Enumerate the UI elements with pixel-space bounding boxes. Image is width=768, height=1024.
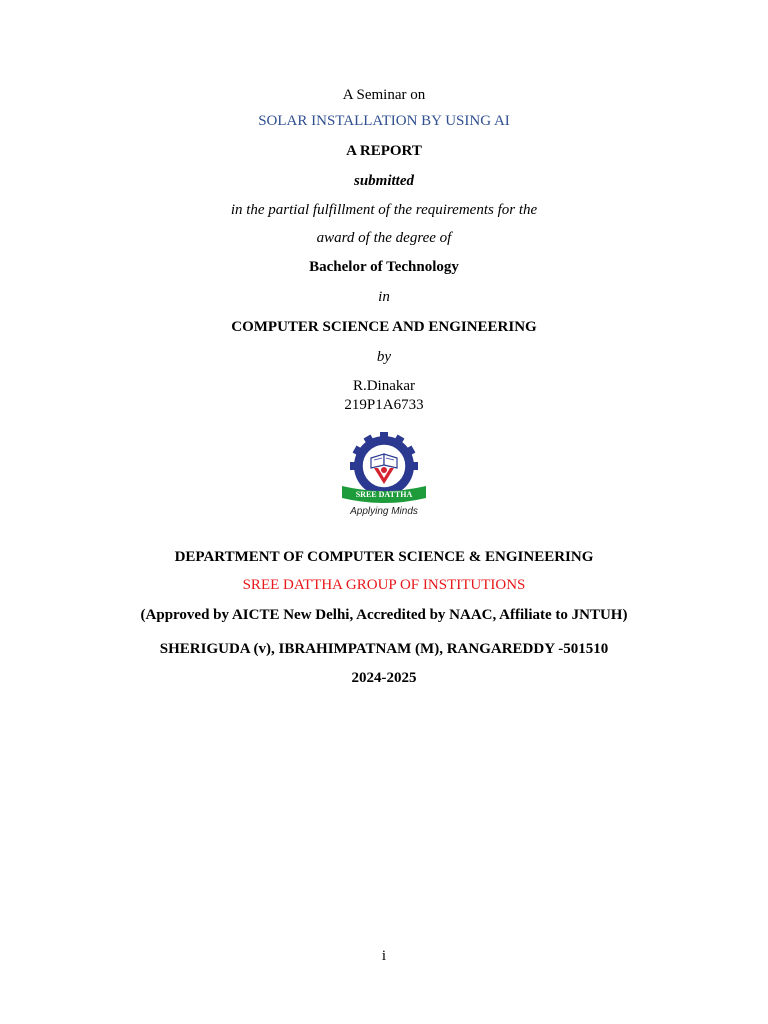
academic-year: 2024-2025: [351, 670, 417, 686]
requirement-line-1: in the partial fulfillment of the requirements for the: [230, 202, 538, 218]
college-logo: [338, 432, 430, 518]
in-word: in: [378, 289, 390, 305]
seminar-intro: A Seminar on: [342, 87, 426, 103]
degree-name: Bachelor of Technology: [309, 259, 459, 275]
branch-name: COMPUTER SCIENCE AND ENGINEERING: [231, 319, 537, 335]
by-word: by: [376, 349, 392, 365]
institution-address: SHERIGUDA (v), IBRAHIMPATNAM (M), RANGAREDDY -501510: [159, 641, 609, 657]
approval-line: (Approved by AICTE New Delhi, Accredited by NAAC, Affiliate to JNTUH): [140, 607, 628, 623]
logo-banner-text: SREE DATTHA: [355, 490, 413, 499]
seminar-title: SOLAR INSTALLATION BY USING AI: [258, 113, 510, 129]
department-name: DEPARTMENT OF COMPUTER SCIENCE & ENGINEERING: [174, 549, 594, 565]
report-label: A REPORT: [346, 143, 422, 159]
institution-name: SREE DATTHA GROUP OF INSTITUTIONS: [242, 577, 526, 593]
roll-number: 219P1A6733: [344, 397, 424, 413]
logo-tagline: Applying Minds: [350, 506, 418, 517]
page-number: i: [381, 948, 387, 964]
submitted-label: submitted: [353, 173, 414, 189]
student-name: R.Dinakar: [352, 378, 416, 394]
requirement-line-2: award of the degree of: [316, 230, 452, 246]
